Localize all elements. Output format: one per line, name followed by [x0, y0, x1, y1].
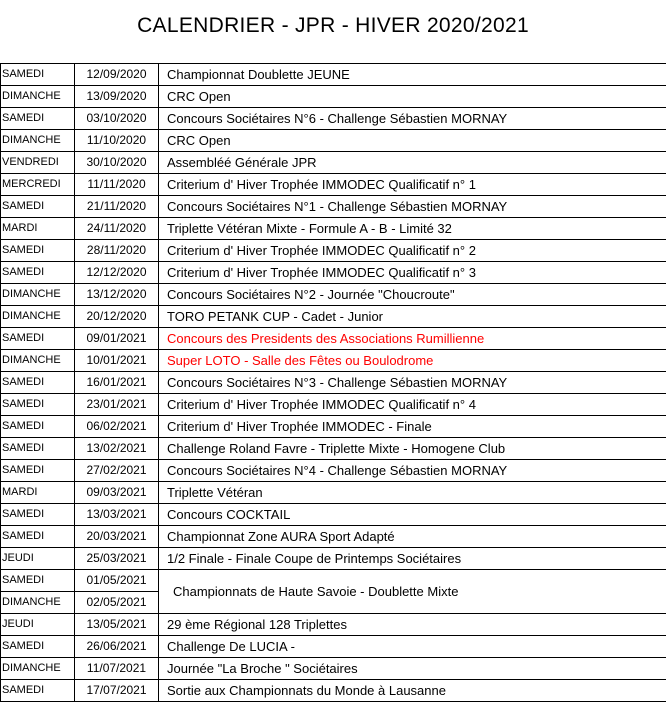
table-row	[1, 174, 666, 196]
date-cell: 12/12/2020	[75, 262, 159, 284]
day-cell: JEUDI	[1, 548, 75, 570]
event-cell: CRC Open	[159, 86, 666, 108]
table-row	[1, 284, 666, 306]
event-cell: Concours Sociétaires N°4 - Challenge Sébastien MORNAY	[159, 460, 666, 482]
day-cell: DIMANCHE	[1, 86, 75, 108]
date-cell: 09/03/2021	[75, 482, 159, 504]
day-cell: SAMEDI	[1, 108, 75, 130]
day-cell: JEUDI	[1, 614, 75, 636]
table-row	[1, 64, 666, 86]
table-row	[1, 658, 666, 680]
event-cell: Criterium d' Hiver Trophée IMMODEC Qualificatif n° 2	[159, 240, 666, 262]
table-row	[1, 416, 666, 438]
event-cell: Concours Sociétaires N°3 - Challenge Sébastien MORNAY	[159, 372, 666, 394]
day-cell: DIMANCHE	[1, 284, 75, 306]
date-cell: 25/03/2021	[75, 548, 159, 570]
event-cell: Challenge Roland Favre - Triplette Mixte - Homogene Club	[159, 438, 666, 460]
date-cell: 13/05/2021	[75, 614, 159, 636]
day-cell: VENDREDI	[1, 152, 75, 174]
event-cell: Concours Sociétaires N°1 - Challenge Sébastien MORNAY	[159, 196, 666, 218]
day-cell: MERCREDI	[1, 174, 75, 196]
table-row	[1, 130, 666, 152]
date-cell: 23/01/2021	[75, 394, 159, 416]
day-cell: DIMANCHE	[1, 592, 75, 614]
table-row	[1, 482, 666, 504]
event-cell: TORO PETANK CUP - Cadet - Junior	[159, 306, 666, 328]
event-cell: Championnats de Haute Savoie - Doublette Mixte	[159, 570, 666, 614]
table-row	[1, 306, 666, 328]
event-cell: Triplette Vétéran	[159, 482, 666, 504]
event-cell: 1/2 Finale - Finale Coupe de Printemps Sociétaires	[159, 548, 666, 570]
table-row	[1, 526, 666, 548]
page-title: CALENDRIER - JPR - HIVER 2020/2021	[0, 14, 666, 38]
date-cell: 13/09/2020	[75, 86, 159, 108]
day-cell: SAMEDI	[1, 372, 75, 394]
table-row	[1, 636, 666, 658]
table-row	[1, 504, 666, 526]
day-cell: DIMANCHE	[1, 350, 75, 372]
event-cell: Criterium d' Hiver Trophée IMMODEC Qualificatif n° 1	[159, 174, 666, 196]
calendar-body	[1, 64, 666, 702]
day-cell: SAMEDI	[1, 526, 75, 548]
day-cell: SAMEDI	[1, 504, 75, 526]
date-cell: 11/07/2021	[75, 658, 159, 680]
day-cell: SAMEDI	[1, 438, 75, 460]
date-cell: 30/10/2020	[75, 152, 159, 174]
event-cell: Challenge De LUCIA -	[159, 636, 666, 658]
event-cell: Concours Sociétaires N°2 - Journée "Choucroute"	[159, 284, 666, 306]
date-cell: 11/10/2020	[75, 130, 159, 152]
table-row	[1, 262, 666, 284]
day-cell: DIMANCHE	[1, 306, 75, 328]
day-cell: SAMEDI	[1, 680, 75, 702]
date-cell: 10/01/2021	[75, 350, 159, 372]
date-cell: 28/11/2020	[75, 240, 159, 262]
event-cell: Assembléé Générale JPR	[159, 152, 666, 174]
day-cell: DIMANCHE	[1, 658, 75, 680]
date-cell: 21/11/2020	[75, 196, 159, 218]
table-row	[1, 548, 666, 570]
event-cell: Journée "La Broche " Sociétaires	[159, 658, 666, 680]
event-cell: Super LOTO - Salle des Fêtes ou Boulodrome	[159, 350, 666, 372]
day-cell: DIMANCHE	[1, 130, 75, 152]
date-cell: 20/12/2020	[75, 306, 159, 328]
table-row	[1, 350, 666, 372]
day-cell: SAMEDI	[1, 636, 75, 658]
table-row	[1, 86, 666, 108]
day-cell: SAMEDI	[1, 240, 75, 262]
day-cell: SAMEDI	[1, 262, 75, 284]
date-cell: 11/11/2020	[75, 174, 159, 196]
day-cell: SAMEDI	[1, 196, 75, 218]
date-cell: 17/07/2021	[75, 680, 159, 702]
table-row	[1, 196, 666, 218]
event-cell: Criterium d' Hiver Trophée IMMODEC - Finale	[159, 416, 666, 438]
table-row	[1, 240, 666, 262]
date-cell: 24/11/2020	[75, 218, 159, 240]
date-cell: 27/02/2021	[75, 460, 159, 482]
table-row	[1, 108, 666, 130]
event-cell: Triplette Vétéran Mixte - Formule A - B - Limité 32	[159, 218, 666, 240]
date-cell: 20/03/2021	[75, 526, 159, 548]
date-cell: 03/10/2020	[75, 108, 159, 130]
table-row	[1, 152, 666, 174]
day-cell: SAMEDI	[1, 460, 75, 482]
day-cell: MARDI	[1, 218, 75, 240]
day-cell: SAMEDI	[1, 64, 75, 86]
table-row	[1, 438, 666, 460]
date-cell: 09/01/2021	[75, 328, 159, 350]
event-cell: 29 ème Régional 128 Triplettes	[159, 614, 666, 636]
day-cell: MARDI	[1, 482, 75, 504]
event-cell: Championnat Doublette JEUNE	[159, 64, 666, 86]
date-cell: 13/03/2021	[75, 504, 159, 526]
event-cell: Concours des Presidents des Associations Rumillienne	[159, 328, 666, 350]
event-cell: CRC Open	[159, 130, 666, 152]
event-cell: Concours Sociétaires N°6 - Challenge Sébastien MORNAY	[159, 108, 666, 130]
date-cell: 02/05/2021	[75, 592, 159, 614]
table-row	[1, 394, 666, 416]
table-row	[1, 614, 666, 636]
date-cell: 16/01/2021	[75, 372, 159, 394]
calendar-table	[0, 63, 666, 702]
table-row	[1, 680, 666, 702]
event-cell: Criterium d' Hiver Trophée IMMODEC Qualificatif n° 3	[159, 262, 666, 284]
date-cell: 26/06/2021	[75, 636, 159, 658]
table-row	[1, 460, 666, 482]
event-cell: Sortie aux Championnats du Monde à Lausanne	[159, 680, 666, 702]
date-cell: 13/02/2021	[75, 438, 159, 460]
day-cell: SAMEDI	[1, 328, 75, 350]
table-row	[1, 372, 666, 394]
day-cell: SAMEDI	[1, 570, 75, 592]
table-row	[1, 218, 666, 240]
event-cell: Championnat Zone AURA Sport Adapté	[159, 526, 666, 548]
date-cell: 12/09/2020	[75, 64, 159, 86]
table-row	[1, 570, 666, 592]
day-cell: SAMEDI	[1, 394, 75, 416]
date-cell: 01/05/2021	[75, 570, 159, 592]
table-row	[1, 328, 666, 350]
day-cell: SAMEDI	[1, 416, 75, 438]
event-cell: Criterium d' Hiver Trophée IMMODEC Qualificatif n° 4	[159, 394, 666, 416]
date-cell: 13/12/2020	[75, 284, 159, 306]
date-cell: 06/02/2021	[75, 416, 159, 438]
event-cell: Concours COCKTAIL	[159, 504, 666, 526]
